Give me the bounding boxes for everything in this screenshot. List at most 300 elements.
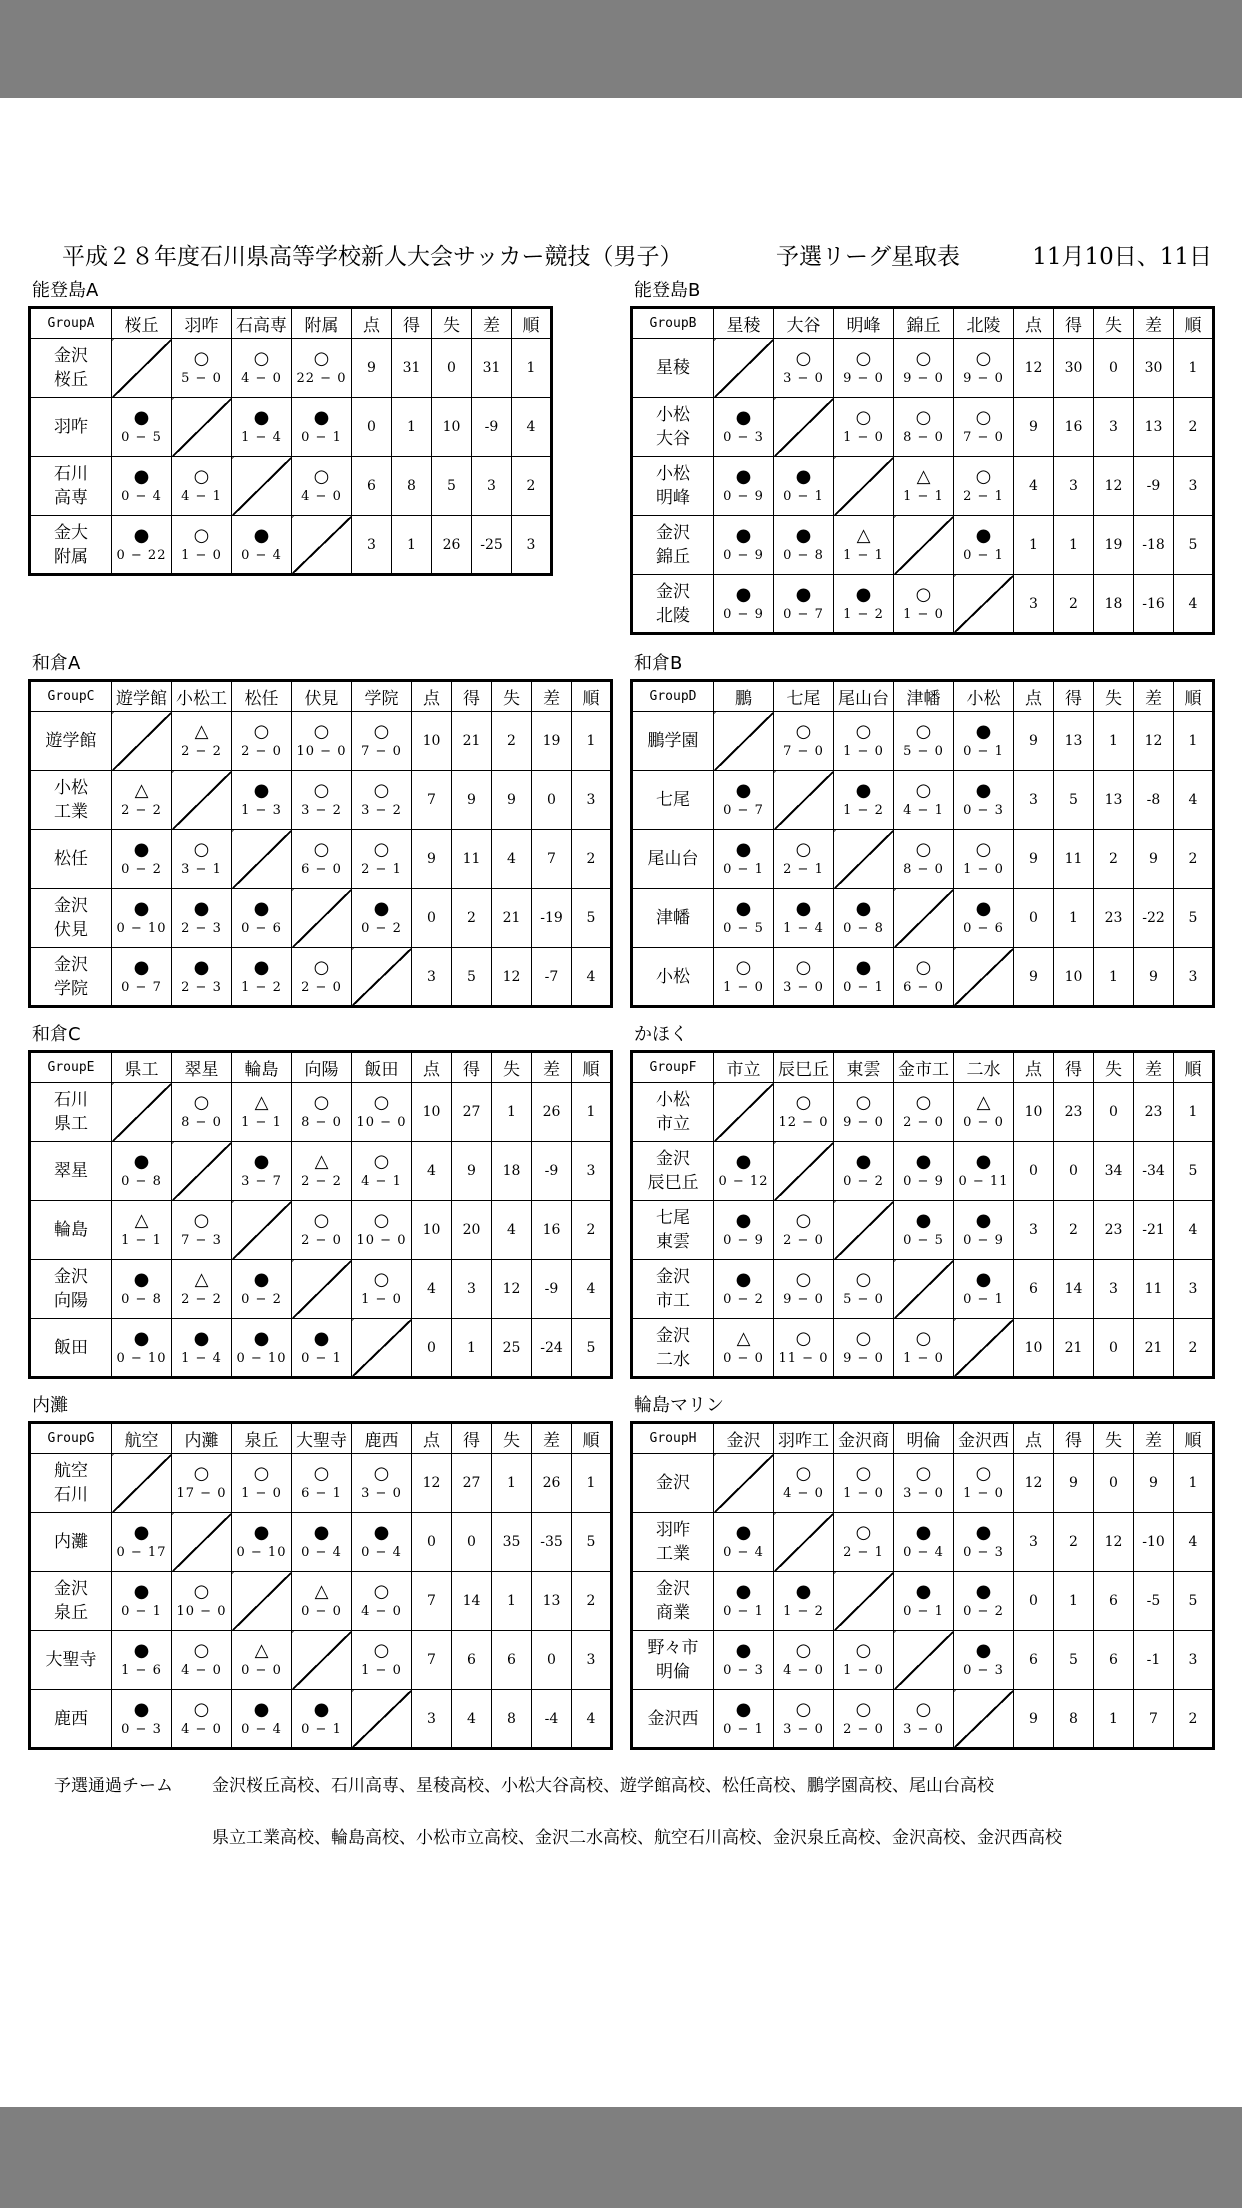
stat-cell: 26: [532, 1083, 572, 1142]
stat-cell: 1: [572, 1083, 612, 1142]
team-name: [632, 1319, 714, 1378]
stat-cell: 25: [492, 1319, 532, 1378]
result-cell: [112, 1201, 172, 1260]
stat-cell: -5: [1134, 1572, 1174, 1631]
result-cell: [352, 889, 412, 948]
result-mark: ○: [795, 1640, 812, 1661]
team-name-line: 航空: [54, 1461, 88, 1481]
team-row: [632, 339, 1214, 398]
result-cell: [774, 457, 834, 516]
team-row: [30, 1201, 612, 1260]
stat-cell: 4: [1174, 771, 1214, 830]
result-mark: ○: [975, 1463, 992, 1484]
result-cell: [834, 712, 894, 771]
result-cell: [292, 1083, 352, 1142]
team-name-line: 石川: [54, 1485, 88, 1505]
result-mark: ●: [975, 1522, 992, 1543]
group-label: 和倉A: [32, 653, 81, 674]
result-mark: ●: [735, 466, 752, 487]
stat-cell: -8: [1134, 771, 1174, 830]
result-mark: ○: [313, 1463, 330, 1484]
stat-cell: 1: [1054, 1572, 1094, 1631]
team-row: [30, 712, 612, 771]
team-row: [30, 516, 552, 575]
diagonal-cell: [292, 516, 352, 575]
result-mark: ●: [735, 1151, 752, 1172]
result-score: 1 − 2: [241, 979, 282, 995]
result-score: 1 − 0: [843, 1486, 884, 1501]
diagonal-cell: [714, 339, 774, 398]
team-name: [632, 771, 714, 830]
result-mark: ●: [735, 525, 752, 546]
result-mark: ○: [795, 1463, 812, 1484]
team-name-line: 星稜: [656, 358, 690, 378]
result-mark: ○: [193, 348, 210, 369]
result-score: 0 − 11: [958, 1174, 1009, 1189]
diagonal-cell: [172, 1142, 232, 1201]
result-score: 2 − 1: [361, 862, 402, 877]
team-name-line: 金沢: [656, 523, 690, 543]
result-mark: ○: [193, 466, 210, 487]
stat-header: 得: [452, 1052, 492, 1083]
result-score: 0 − 9: [903, 1174, 944, 1189]
stat-header: 差: [1134, 308, 1174, 339]
result-score: 9 − 0: [963, 371, 1004, 386]
result-cell: [834, 889, 894, 948]
team-name-line: 工業: [656, 1544, 690, 1564]
opponent-header: 遊学館: [112, 681, 172, 712]
opponent-header: 小松工: [172, 681, 232, 712]
stat-cell: 4: [1174, 575, 1214, 634]
group-label: 輪島マリン: [634, 1395, 724, 1416]
result-score: 0 − 0: [301, 1604, 342, 1619]
team-name-line: 金沢: [54, 1579, 88, 1599]
team-name-line: 津幡: [656, 908, 690, 928]
team-name-line: 翠星: [54, 1161, 88, 1181]
result-mark: ○: [373, 1092, 390, 1113]
stat-cell: 4: [492, 830, 532, 889]
result-mark: ○: [373, 721, 390, 742]
stat-cell: 2: [512, 457, 552, 516]
stat-cell: 0: [432, 339, 472, 398]
result-score: 1 − 0: [903, 606, 944, 622]
result-score: 4 − 1: [181, 489, 222, 504]
result-mark: ●: [193, 956, 210, 978]
result-mark: ●: [975, 525, 992, 546]
result-cell: [292, 1142, 352, 1201]
stat-cell: 3: [1174, 1260, 1214, 1319]
stat-header: 点: [1014, 1052, 1054, 1083]
result-cell: [714, 1631, 774, 1690]
team-name-line: 附属: [54, 546, 88, 567]
result-cell: [172, 1572, 232, 1631]
result-mark: ○: [795, 1092, 812, 1113]
stat-header: 差: [532, 1052, 572, 1083]
result-cell: [894, 830, 954, 889]
result-score: 0 − 0: [963, 1115, 1004, 1130]
result-cell: [894, 575, 954, 634]
result-cell: [232, 1142, 292, 1201]
result-mark: ●: [915, 1151, 932, 1172]
result-score: 3 − 2: [301, 803, 342, 818]
stat-cell: 2: [452, 889, 492, 948]
team-name: [632, 1201, 714, 1260]
result-mark: △: [194, 721, 209, 742]
result-mark: ○: [915, 1698, 932, 1720]
result-cell: [894, 1319, 954, 1378]
diagonal-cell: [894, 1631, 954, 1690]
result-cell: [834, 339, 894, 398]
result-score: 2 − 0: [783, 1233, 824, 1248]
stat-cell: -7: [532, 948, 572, 1007]
stat-cell: 4: [412, 1260, 452, 1319]
result-score: 3 − 0: [903, 1486, 944, 1501]
result-score: 0 − 7: [723, 803, 764, 818]
stat-cell: 8: [1054, 1690, 1094, 1749]
result-score: 4 − 0: [241, 371, 282, 386]
result-mark: ○: [313, 348, 330, 369]
result-score: 2 − 1: [783, 862, 824, 877]
team-name-line: 県工: [54, 1114, 88, 1134]
stat-header: 順: [1174, 308, 1214, 339]
stat-cell: 0: [1094, 1454, 1134, 1513]
stat-cell: -10: [1134, 1513, 1174, 1572]
team-name: [30, 1083, 112, 1142]
team-name-line: 飯田: [54, 1337, 88, 1358]
result-mark: ●: [795, 1581, 812, 1602]
result-score: 6 − 1: [301, 1486, 342, 1501]
result-mark: ○: [193, 1581, 210, 1602]
stat-cell: 23: [1094, 889, 1134, 948]
result-mark: ●: [253, 956, 270, 978]
result-cell: [894, 339, 954, 398]
stat-cell: 12: [492, 1260, 532, 1319]
result-cell: [774, 1454, 834, 1513]
stat-cell: 2: [572, 1201, 612, 1260]
opponent-header: 二水: [954, 1052, 1014, 1083]
result-cell: [292, 398, 352, 457]
stat-cell: 5: [572, 1513, 612, 1572]
result-cell: [714, 1319, 774, 1378]
result-cell: [714, 1690, 774, 1749]
result-mark: ○: [855, 1463, 872, 1484]
team-name-line: 七尾: [656, 790, 690, 810]
result-mark: ●: [975, 721, 992, 742]
result-mark: ●: [133, 1640, 150, 1661]
stat-cell: 5: [1174, 516, 1214, 575]
diagonal-cell: [834, 830, 894, 889]
team-name-line: 大聖寺: [45, 1650, 97, 1670]
league-table: [28, 306, 553, 576]
result-mark: ●: [975, 1151, 992, 1172]
stat-cell: 3: [572, 1142, 612, 1201]
stat-cell: 1: [572, 1454, 612, 1513]
result-cell: [292, 1454, 352, 1513]
diagonal-cell: [292, 1260, 352, 1319]
stat-cell: 10: [1014, 1083, 1054, 1142]
diagonal-cell: [774, 1513, 834, 1572]
result-cell: [894, 1513, 954, 1572]
result-cell: [774, 516, 834, 575]
result-cell: [172, 1201, 232, 1260]
result-mark: ○: [373, 780, 390, 801]
result-mark: ●: [313, 1698, 330, 1720]
league-table: [28, 1421, 613, 1750]
stat-cell: 10: [1054, 948, 1094, 1007]
result-mark: ○: [735, 956, 752, 978]
result-mark: △: [134, 780, 149, 801]
stat-cell: 12: [1094, 457, 1134, 516]
result-score: 0 − 9: [723, 606, 764, 622]
result-score: 0 − 8: [121, 1174, 162, 1189]
result-mark: ○: [795, 1269, 812, 1290]
stat-header: 順: [512, 308, 552, 339]
stat-cell: -4: [532, 1690, 572, 1749]
stat-cell: 23: [1054, 1083, 1094, 1142]
result-mark: ○: [795, 1327, 812, 1349]
stat-cell: 4: [1174, 1513, 1214, 1572]
result-mark: ○: [313, 721, 330, 742]
stat-header: 点: [412, 681, 452, 712]
result-cell: [232, 516, 292, 575]
diagonal-cell: [954, 948, 1014, 1007]
team-name-line: 金沢: [656, 1579, 690, 1599]
result-mark: ○: [373, 1269, 390, 1290]
team-name: [632, 1572, 714, 1631]
opponent-header: 航空: [112, 1423, 172, 1454]
result-mark: △: [916, 466, 931, 487]
stat-cell: 27: [452, 1083, 492, 1142]
result-mark: ○: [975, 348, 992, 369]
result-score: 1 − 4: [241, 430, 282, 445]
stat-cell: 27: [452, 1454, 492, 1513]
result-cell: [894, 948, 954, 1007]
result-cell: [714, 1572, 774, 1631]
team-name-line: 金沢: [656, 1267, 690, 1287]
result-mark: ○: [795, 348, 812, 369]
team-row: [30, 1260, 612, 1319]
stat-cell: 3: [1014, 1201, 1054, 1260]
opponent-header: 金沢: [714, 1423, 774, 1454]
result-mark: ○: [915, 956, 932, 978]
result-cell: [714, 516, 774, 575]
team-name: [30, 1201, 112, 1260]
diagonal-cell: [714, 1454, 774, 1513]
stat-cell: 13: [532, 1572, 572, 1631]
result-cell: [292, 1513, 352, 1572]
result-mark: ●: [735, 583, 752, 605]
result-cell: [774, 948, 834, 1007]
stat-cell: 5: [1054, 1631, 1094, 1690]
qualifiers-line-2: 県立工業高校、輪島高校、小松市立高校、金沢二水高校、航空石川高校、金沢泉丘高校、金沢高校、金沢西高校: [212, 1828, 1062, 1848]
team-name: [30, 1319, 112, 1378]
stat-cell: 13: [1134, 398, 1174, 457]
stat-cell: 9: [1014, 830, 1054, 889]
stat-header: 点: [1014, 308, 1054, 339]
result-score: 0 − 6: [241, 921, 282, 936]
stat-cell: 7: [412, 1631, 452, 1690]
result-mark: ●: [735, 898, 752, 919]
result-score: 1 − 2: [783, 1604, 824, 1619]
diagonal-cell: [172, 771, 232, 830]
stat-cell: 13: [1054, 712, 1094, 771]
stat-cell: 0: [412, 1513, 452, 1572]
stat-header: 失: [492, 1423, 532, 1454]
result-mark: ●: [855, 898, 872, 919]
stat-cell: -35: [532, 1513, 572, 1572]
result-cell: [232, 889, 292, 948]
team-name-line: 明峰: [656, 488, 690, 508]
stat-cell: 3: [1174, 457, 1214, 516]
stat-cell: 21: [492, 889, 532, 948]
result-score: 0 − 3: [963, 1545, 1004, 1560]
result-score: 2 − 1: [963, 489, 1004, 504]
diagonal-cell: [232, 1201, 292, 1260]
result-mark: ●: [975, 1581, 992, 1602]
stat-cell: 7: [412, 1572, 452, 1631]
opponent-header: 金沢商: [834, 1423, 894, 1454]
result-cell: [232, 339, 292, 398]
stat-cell: 3: [1174, 1631, 1214, 1690]
team-row: [632, 712, 1214, 771]
result-score: 1 − 1: [121, 1233, 162, 1248]
result-cell: [172, 830, 232, 889]
result-cell: [774, 575, 834, 634]
result-cell: [352, 1572, 412, 1631]
result-cell: [894, 1690, 954, 1749]
result-cell: [292, 712, 352, 771]
team-name: [30, 830, 112, 889]
result-cell: [232, 1260, 292, 1319]
team-row: [632, 1690, 1214, 1749]
result-score: 1 − 0: [723, 979, 764, 995]
result-score: 0 − 1: [121, 1604, 162, 1619]
team-name: [632, 712, 714, 771]
team-name-line: 小松: [54, 778, 88, 798]
stat-cell: 19: [532, 712, 572, 771]
result-mark: ○: [795, 721, 812, 742]
result-cell: [834, 1142, 894, 1201]
result-cell: [292, 948, 352, 1007]
result-mark: ●: [253, 1269, 270, 1290]
stat-header: 差: [472, 308, 512, 339]
result-score: 3 − 0: [783, 1721, 824, 1737]
result-cell: [112, 1513, 172, 1572]
team-row: [632, 1201, 1214, 1260]
stat-cell: 9: [1014, 948, 1054, 1007]
result-mark: ●: [855, 583, 872, 605]
result-mark: ●: [193, 898, 210, 919]
team-name-line: 金沢西: [647, 1708, 699, 1729]
result-score: 7 − 0: [783, 744, 824, 759]
stat-cell: 0: [1054, 1142, 1094, 1201]
result-mark: △: [314, 1581, 329, 1602]
stat-header: 点: [412, 1423, 452, 1454]
team-name-line: 金沢: [54, 346, 88, 366]
team-name: [30, 339, 112, 398]
team-name-line: 高専: [54, 488, 88, 508]
stat-cell: 4: [1014, 457, 1054, 516]
stat-cell: 1: [572, 712, 612, 771]
result-score: 0 − 22: [116, 547, 167, 563]
opponent-header: 内灘: [172, 1423, 232, 1454]
dates-text: 11月10日、11日: [1032, 244, 1212, 270]
stat-cell: 16: [532, 1201, 572, 1260]
team-name-line: 金沢: [54, 954, 88, 975]
opponent-header: 津幡: [894, 681, 954, 712]
stat-cell: 34: [1094, 1142, 1134, 1201]
team-name-line: 学院: [54, 978, 88, 999]
result-cell: [954, 1142, 1014, 1201]
result-mark: ○: [373, 839, 390, 860]
stat-header: 失: [1094, 1052, 1134, 1083]
opponent-header: 飯田: [352, 1052, 412, 1083]
header-row: [30, 681, 612, 712]
result-score: 0 − 3: [121, 1721, 162, 1737]
stat-cell: 1: [1174, 712, 1214, 771]
result-mark: △: [134, 1210, 149, 1231]
stat-cell: 5: [572, 889, 612, 948]
result-cell: [172, 1319, 232, 1378]
opponent-header: 星稜: [714, 308, 774, 339]
result-score: 2 − 0: [301, 979, 342, 995]
result-score: 6 − 0: [301, 862, 342, 877]
result-mark: ○: [915, 583, 932, 605]
team-name: [30, 1513, 112, 1572]
result-score: 3 − 2: [361, 803, 402, 818]
result-score: 1 − 0: [843, 1663, 884, 1678]
stat-cell: 31: [472, 339, 512, 398]
stat-cell: -24: [532, 1319, 572, 1378]
result-cell: [232, 948, 292, 1007]
result-mark: ○: [855, 1698, 872, 1720]
result-mark: ○: [193, 1698, 210, 1720]
result-cell: [714, 771, 774, 830]
team-name-line: 二水: [656, 1349, 690, 1370]
stat-cell: 3: [1094, 398, 1134, 457]
opponent-header: 辰巳丘: [774, 1052, 834, 1083]
stat-cell: 3: [572, 1631, 612, 1690]
result-score: 1 − 0: [361, 1663, 402, 1678]
result-cell: [954, 339, 1014, 398]
result-score: 0 − 10: [236, 1545, 287, 1560]
result-cell: [112, 948, 172, 1007]
result-score: 0 − 3: [723, 430, 764, 445]
stat-cell: 0: [532, 1631, 572, 1690]
result-mark: ○: [915, 721, 932, 742]
stat-cell: 16: [1054, 398, 1094, 457]
team-row: [632, 1454, 1214, 1513]
team-name: [632, 1260, 714, 1319]
stat-cell: 9: [1054, 1454, 1094, 1513]
opponent-header: 桜丘: [112, 308, 172, 339]
result-mark: △: [856, 525, 871, 546]
team-name: [30, 1454, 112, 1513]
result-score: 1 − 0: [843, 430, 884, 445]
stat-cell: 0: [352, 398, 392, 457]
result-score: 0 − 4: [241, 547, 282, 563]
result-score: 0 − 1: [843, 979, 884, 995]
stat-cell: 1: [1094, 1690, 1134, 1749]
result-cell: [714, 1142, 774, 1201]
result-mark: ○: [855, 1522, 872, 1543]
stat-cell: -1: [1134, 1631, 1174, 1690]
result-score: 9 − 0: [843, 1115, 884, 1130]
result-score: 2 − 3: [181, 921, 222, 936]
stat-header: 差: [1134, 681, 1174, 712]
result-cell: [292, 457, 352, 516]
result-mark: ○: [193, 839, 210, 860]
